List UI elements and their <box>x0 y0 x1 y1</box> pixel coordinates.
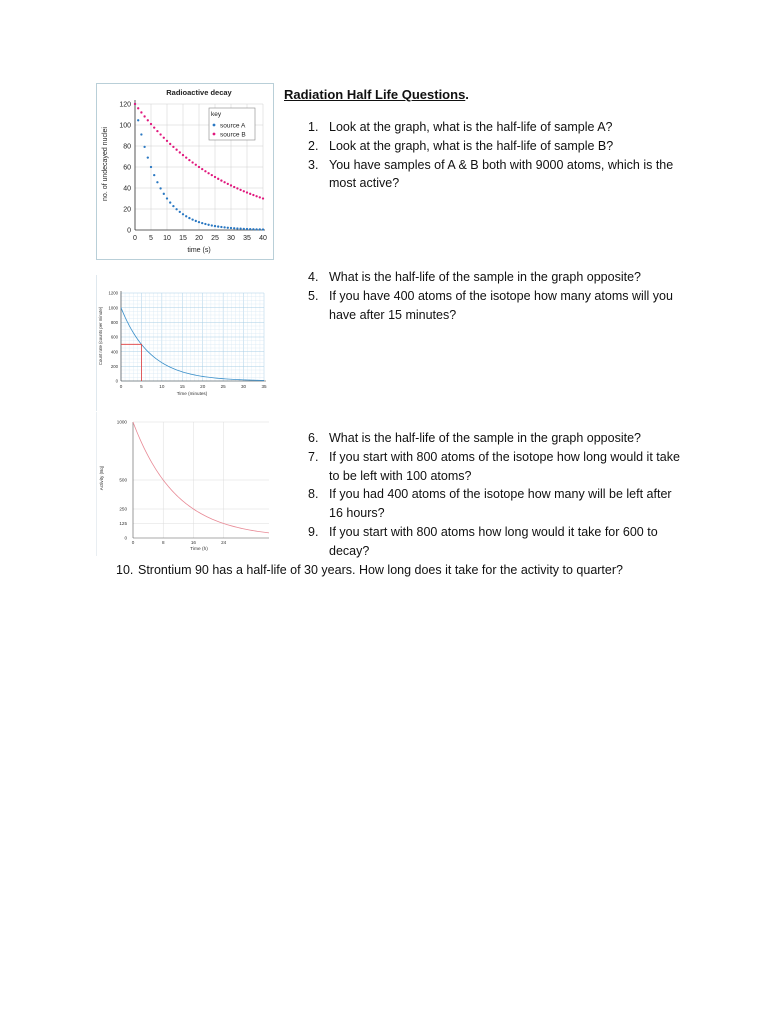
x-tick-label: 35 <box>243 235 251 242</box>
source-b-point <box>166 140 168 142</box>
legend-marker-source-b <box>213 133 216 136</box>
source-a-point <box>201 222 203 224</box>
source-a-point <box>246 228 248 230</box>
source-b-point <box>211 174 213 176</box>
x-tick-label: 15 <box>179 235 187 242</box>
question-text: If you had 400 atoms of the isotope how many will be left after 16 hours? <box>329 487 672 521</box>
source-b-point <box>255 195 257 197</box>
source-b-point <box>252 194 254 196</box>
source-a-point <box>188 217 190 219</box>
x-tick-label: 0 <box>119 384 123 389</box>
x-tick-label: 5 <box>149 235 153 242</box>
source-b-point <box>140 111 142 113</box>
y-tick-label: 80 <box>123 143 131 151</box>
source-a-point <box>220 226 222 228</box>
y-tick-label: 600 <box>110 334 118 340</box>
source-a-point <box>163 193 165 195</box>
source-a-point <box>172 205 174 207</box>
question-group-2 <box>284 268 684 324</box>
page-title-period: . <box>465 87 469 102</box>
source-a-point <box>182 213 184 215</box>
question-number: 8. <box>308 487 319 502</box>
source-b-point <box>172 146 174 148</box>
y-tick-label: 20 <box>123 206 131 214</box>
source-a-point <box>143 146 145 148</box>
y-tick-label: 1000 <box>108 305 118 311</box>
x-tick-label: 15 <box>179 384 185 389</box>
question-number: 5. <box>308 288 319 303</box>
source-b-point <box>163 137 165 139</box>
question-item-9 <box>284 523 684 561</box>
figure-radioactive-decay <box>96 83 274 260</box>
y-tick-label: 120 <box>119 101 131 109</box>
legend-label-source-a: source A <box>220 122 246 130</box>
source-a-point <box>255 228 257 230</box>
source-b-point <box>230 184 232 186</box>
y-tick-label: 125 <box>119 521 127 527</box>
source-b-point <box>239 189 241 191</box>
source-b-point <box>188 159 190 161</box>
question-number: 4. <box>308 270 319 284</box>
source-b-point <box>182 154 184 156</box>
question-text: What is the half-life of the sample in the graph opposite? <box>329 270 641 284</box>
source-a-point <box>249 228 251 230</box>
source-a-point <box>214 225 216 227</box>
page-title <box>284 87 469 102</box>
source-b-point <box>137 107 139 109</box>
figure-count-rate <box>96 275 274 411</box>
x-tick-label: 30 <box>241 384 247 389</box>
source-b-point <box>259 196 261 198</box>
question-item-6 <box>284 429 684 448</box>
source-a-point <box>259 228 261 230</box>
question-text: Strontium 90 has a half-life of 30 years. How long does it take for the activity to quarter? <box>138 563 623 577</box>
chart1-x-label: time (s) <box>187 247 211 254</box>
source-a-point <box>211 224 213 226</box>
source-b-point <box>191 161 193 163</box>
question-number: 1. <box>308 120 319 134</box>
question-number: 7. <box>308 449 319 464</box>
source-a-point <box>140 133 142 135</box>
x-tick-label: 10 <box>163 235 171 242</box>
source-a-point <box>252 228 254 230</box>
source-b-point <box>220 179 222 181</box>
x-tick-label: 0 <box>131 540 135 545</box>
source-b-point <box>156 130 158 132</box>
source-b-point <box>201 168 203 170</box>
question-text: Look at the graph, what is the half-life of sample B? <box>329 138 614 153</box>
question-number: 6. <box>308 431 319 445</box>
source-a-point <box>239 228 241 230</box>
question-group-1 <box>284 118 684 193</box>
y-tick-label: 100 <box>119 122 131 130</box>
y-tick-label: 800 <box>110 319 118 325</box>
source-a-point <box>198 221 200 223</box>
question-group-3 <box>284 429 684 561</box>
source-b-point <box>204 170 206 172</box>
figure-activity <box>96 412 274 556</box>
question-item-5 <box>284 287 684 325</box>
question-text: What is the half-life of the sample in the graph opposite? <box>329 431 641 445</box>
question-group-4 <box>116 561 716 580</box>
x-tick-label: 25 <box>211 235 219 242</box>
y-tick-label: 60 <box>123 164 131 172</box>
source-b-point <box>243 190 245 192</box>
source-b-point <box>143 115 145 117</box>
source-a-point <box>150 166 152 168</box>
source-b-point <box>227 183 229 185</box>
source-b-point <box>179 151 181 153</box>
source-b-point <box>236 187 238 189</box>
source-a-point <box>204 223 206 225</box>
source-a-point <box>243 228 245 230</box>
page-title-text: Radiation Half Life Questions <box>284 87 466 102</box>
legend-marker-source-a <box>213 124 216 127</box>
source-a-point <box>236 227 238 229</box>
x-tick-label: 8 <box>161 540 165 545</box>
x-tick-label: 5 <box>140 384 143 389</box>
chart1-y-label: no. of undecayed nuclei <box>102 127 109 201</box>
source-a-point <box>230 227 232 229</box>
legend-label-source-b: source B <box>220 131 246 139</box>
question-text: You have samples of A & B both with 9000 atoms, which is the most active? <box>329 157 674 191</box>
question-item-2 <box>284 137 684 156</box>
y-tick-label: 250 <box>119 506 127 512</box>
source-a-point <box>156 181 158 183</box>
question-number: 10. <box>116 563 134 577</box>
question-item-3 <box>284 156 684 194</box>
question-item-1 <box>284 118 684 137</box>
source-b-point <box>217 178 219 180</box>
chart3-y-label: Activity (Bq) <box>99 465 104 491</box>
source-a-point <box>195 220 197 222</box>
question-number: 2. <box>308 138 319 153</box>
x-tick-label: 40 <box>259 235 267 242</box>
y-tick-label: 1200 <box>108 290 118 296</box>
source-b-point <box>185 156 187 158</box>
source-a-point <box>147 156 149 158</box>
source-b-point <box>134 103 136 105</box>
x-tick-label: 20 <box>195 235 203 242</box>
source-b-point <box>223 181 225 183</box>
question-item-7 <box>284 448 684 486</box>
y-tick-label: 500 <box>119 477 127 483</box>
source-a-point <box>166 197 168 199</box>
chart1-title: Radioactive decay <box>166 88 232 97</box>
chart1-legend <box>209 108 255 140</box>
source-a-point <box>227 227 229 229</box>
source-a-point <box>191 218 193 220</box>
x-tick-label: 16 <box>190 540 197 545</box>
source-a-point <box>137 119 139 121</box>
question-text: If you have 400 atoms of the isotope how many atoms will you have after 15 minutes? <box>329 288 673 322</box>
source-b-point <box>207 172 209 174</box>
x-tick-label: 35 <box>261 384 267 389</box>
question-text: Look at the graph, what is the half-life of sample A? <box>329 120 613 134</box>
source-a-point <box>217 225 219 227</box>
source-a-point <box>207 224 209 226</box>
source-a-point <box>175 208 177 210</box>
question-number: 9. <box>308 524 319 539</box>
source-a-point <box>185 215 187 217</box>
source-a-point <box>233 227 235 229</box>
radioactive-decay-chart <box>96 83 274 260</box>
x-tick-label: 20 <box>200 384 206 389</box>
question-text: If you start with 800 atoms of the isotope how long would it take to be left with 100 atoms? <box>329 449 680 483</box>
x-tick-label: 0 <box>133 235 137 242</box>
x-tick-label: 10 <box>159 384 165 389</box>
source-b-point <box>195 164 197 166</box>
count-rate-chart <box>96 275 274 411</box>
source-b-point <box>175 149 177 151</box>
question-item-4 <box>284 268 684 287</box>
source-a-point <box>153 174 155 176</box>
chart1-legend-title: key <box>211 111 222 118</box>
source-a-point <box>169 201 171 203</box>
activity-chart <box>96 412 274 556</box>
x-tick-label: 30 <box>227 235 235 242</box>
y-tick-label: 1000 <box>116 419 127 425</box>
y-tick-label: 0 <box>127 227 131 235</box>
source-a-point <box>262 228 264 230</box>
source-a-point <box>223 226 225 228</box>
question-item-8 <box>284 485 684 523</box>
x-tick-label: 25 <box>220 384 226 389</box>
chart2-x-label: Time (minutes) <box>176 391 208 396</box>
source-b-point <box>147 119 149 121</box>
question-item-10 <box>116 561 716 580</box>
question-number: 3. <box>308 157 319 172</box>
source-b-point <box>214 176 216 178</box>
chart2-y-label: Count rate (counts per minute) <box>98 306 103 366</box>
source-a-point <box>159 187 161 189</box>
source-b-point <box>198 166 200 168</box>
source-b-point <box>246 191 248 193</box>
source-b-point <box>169 143 171 145</box>
y-tick-label: 40 <box>123 185 131 193</box>
source-b-point <box>262 197 264 199</box>
y-tick-label: 0 <box>124 535 127 541</box>
y-tick-label: 0 <box>115 378 118 384</box>
source-b-point <box>233 186 235 188</box>
source-a-point <box>179 211 181 213</box>
y-tick-label: 200 <box>110 363 118 369</box>
source-b-point <box>159 133 161 135</box>
y-tick-label: 400 <box>110 349 118 355</box>
chart3-x-label: Time (h) <box>190 547 208 552</box>
source-b-point <box>150 123 152 125</box>
source-b-point <box>249 193 251 195</box>
question-text: If you start with 800 atoms how long would it take for 600 to decay? <box>329 524 658 558</box>
source-b-point <box>153 127 155 129</box>
x-tick-label: 24 <box>221 540 227 545</box>
